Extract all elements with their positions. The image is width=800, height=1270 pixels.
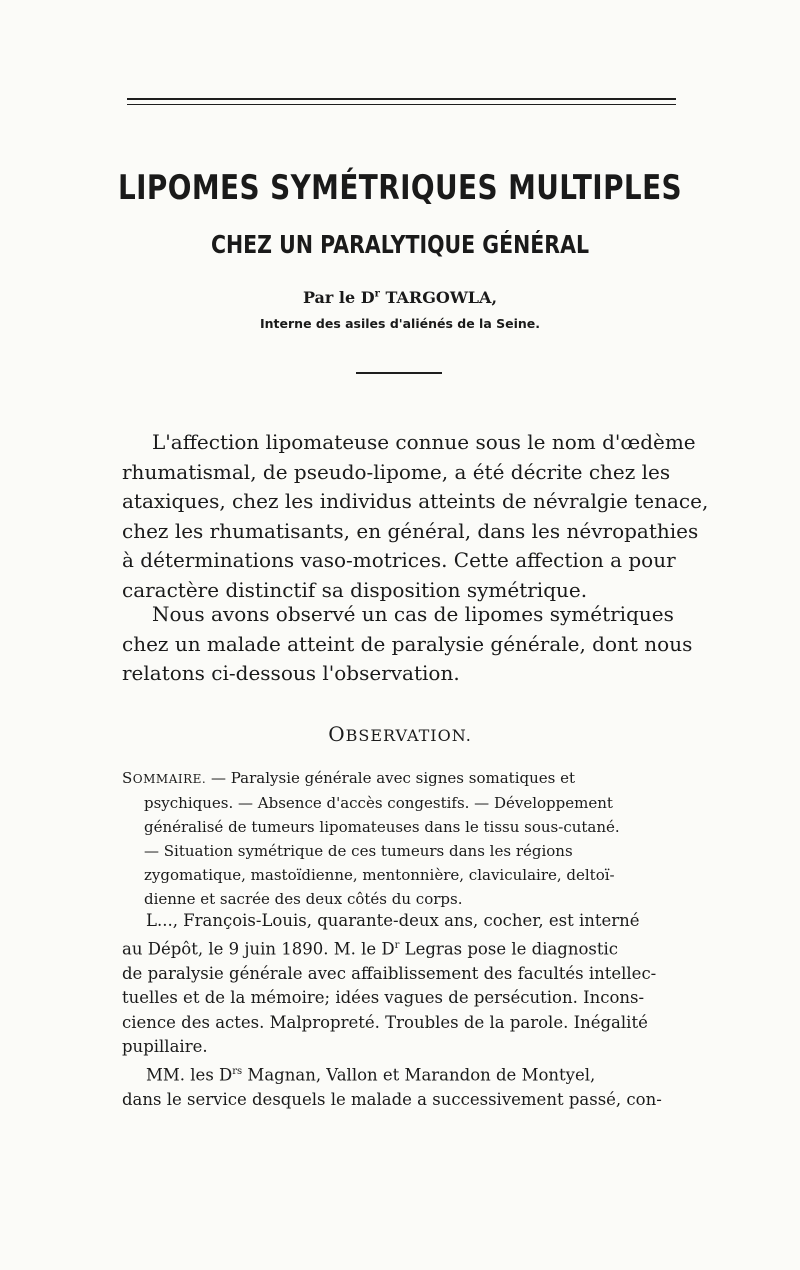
summary-line: — Paralysie générale avec signes somatiques et [206, 769, 576, 787]
text-line: cience des actes. Malpropreté. Troubles de la parole. Inégalité [122, 1012, 648, 1032]
text-line [122, 1060, 674, 1088]
text-line: L..., François-Louis, quarante-deux ans, cocher, est interné [146, 911, 640, 930]
text-line: caractère distinctif sa disposition symétrique. [122, 577, 588, 602]
heading-rest: BSERVATION. [345, 726, 472, 745]
text-line: rhumatismal, de pseudo-lipome, a été décrite chez les [122, 459, 671, 484]
summary-line: psychiques. — Absence d'accès congestifs. — Développement [144, 794, 613, 812]
summary-label-rest: OMMAIRE. [132, 772, 207, 786]
paragraph-intro [122, 428, 709, 605]
text-line: chez les rhumatisants, en général, dans les névropathies [122, 518, 699, 543]
paragraph-case [122, 600, 693, 689]
text-line: pupillaire. [122, 1037, 208, 1056]
summary-line: dienne et sacrée des deux côtés du corps. [144, 890, 463, 908]
summary-line: généralisé de tumeurs lipomateuses dans le tissu sous-cutané. [144, 818, 620, 836]
text-sup: rs [232, 1065, 243, 1077]
text-fragment: MM. les D [146, 1065, 233, 1084]
byline-prefix: Par le D [302, 288, 375, 307]
text-line: chez un malade atteint de paralysie générale, dont nous [122, 631, 693, 656]
summary-first-line [122, 766, 674, 791]
paragraph-observation [122, 909, 674, 1112]
summary-block [122, 766, 674, 911]
text-line [122, 934, 674, 962]
text-line: dans le service desquels le malade a successivement passé, con- [122, 1089, 662, 1109]
summary-label-cap: S [122, 769, 133, 787]
text-sup: r [394, 939, 400, 951]
article-title: LIPOMES SYMÉTRIQUES MULTIPLES [117, 168, 683, 208]
author-name: TARGOWLA, [385, 288, 498, 307]
header-rule [127, 98, 676, 100]
header-rule-thin [127, 104, 676, 105]
text-line: Nous avons observé un cas de lipomes symétriques [152, 602, 674, 626]
text-fragment: au Dépôt, le 9 juin 1890. M. le D [122, 939, 395, 958]
section-divider [356, 372, 442, 374]
text-line: ataxiques, chez les individus atteints de névralgie tenace, [122, 489, 709, 513]
summary-label [122, 769, 207, 787]
heading-cap: O [328, 722, 346, 746]
summary-line: — Situation symétrique de ces tumeurs dans les régions [144, 842, 573, 860]
author-affiliation: Interne des asiles d'aliénés de la Seine. [260, 316, 540, 331]
author-byline [0, 288, 800, 307]
summary-line: zygomatique, mastoïdienne, mentonnière, claviculaire, deltoï- [144, 866, 615, 884]
byline-sup: r [374, 288, 380, 300]
text-line: relatons ci-dessous l'observation. [122, 661, 460, 685]
article-subtitle: CHEZ UN PARALYTIQUE GÉNÉRAL [210, 230, 590, 259]
text-fragment: Magnan, Vallon et Marandon de Montyel, [242, 1065, 596, 1084]
text-line: tuelles et de la mémoire; idées vagues de persécution. Incons- [122, 988, 645, 1007]
text-line: à déterminations vaso-motrices. Cette affection a pour [122, 548, 676, 572]
text-line: de paralysie générale avec affaiblissement des facultés intellec- [122, 963, 657, 983]
text-line: L'affection lipomateuse connue sous le nom d'œdème [152, 430, 696, 454]
observation-heading [0, 722, 800, 746]
text-fragment: Legras pose le diagnostic [399, 939, 619, 958]
